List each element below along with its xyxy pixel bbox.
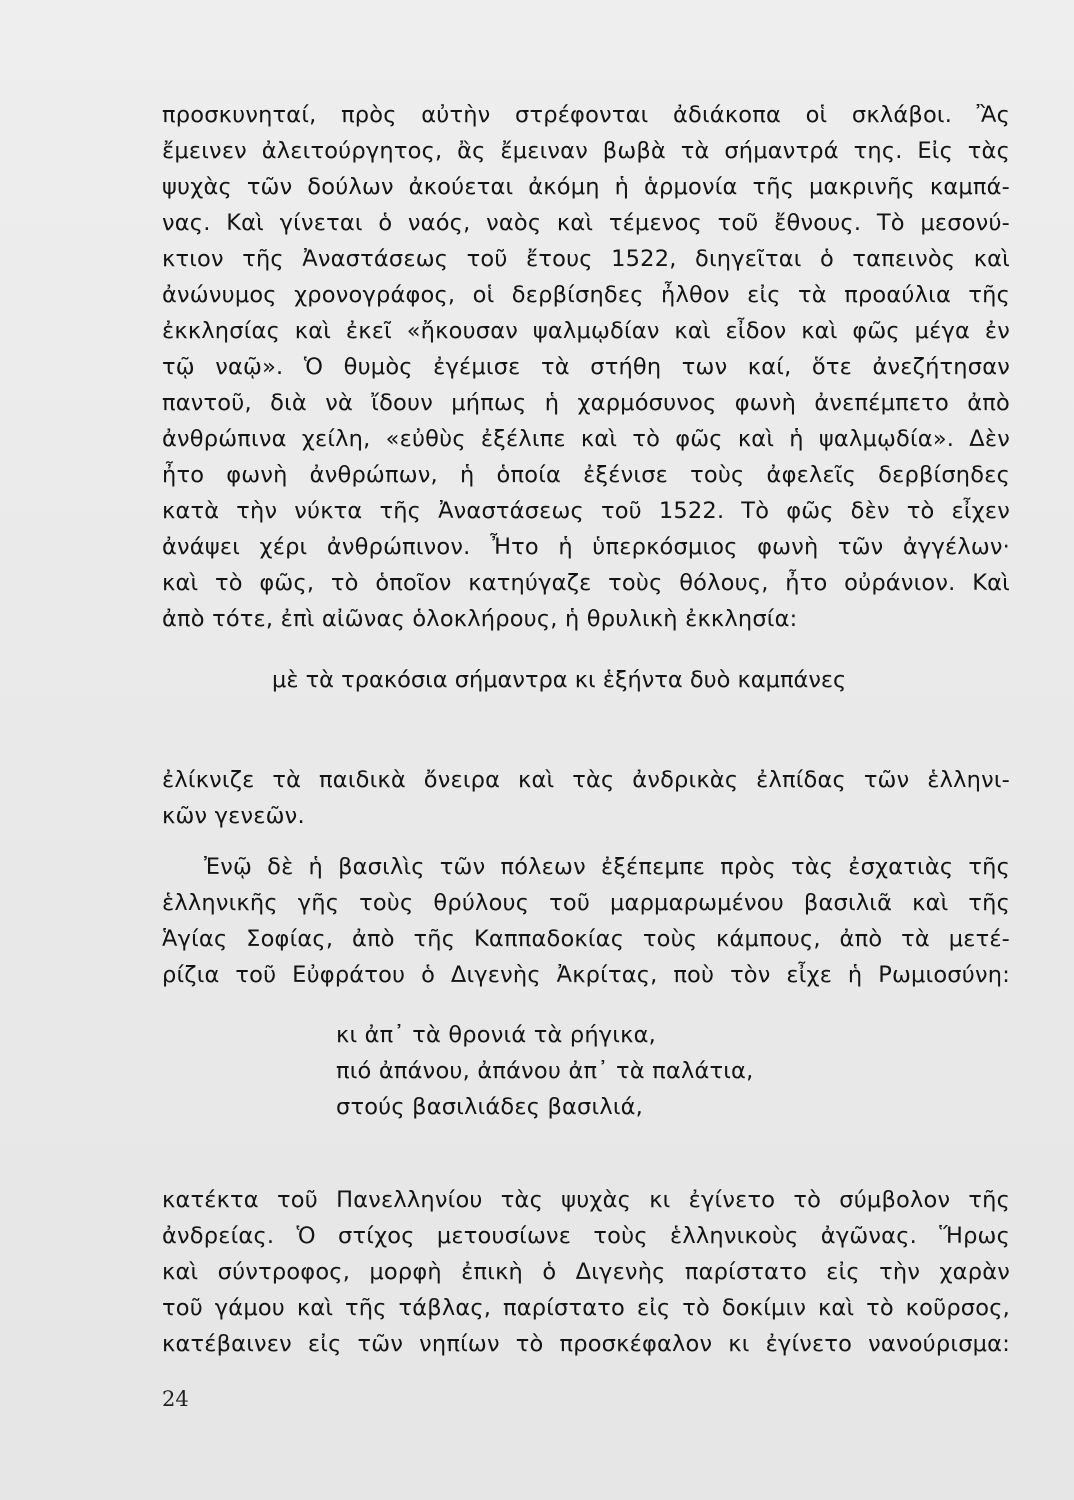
text-line: ἀνάψει χέρι ἀνθρώπινον. Ἦτο ἡ ὑπερκόσμιος φωνὴ τῶν ἀγγέλων·: [162, 534, 1010, 560]
paragraph-4: [162, 1182, 1010, 1362]
verse-quote: μὲ τὰ τρακόσια σήμαντρα κι ἑξήντα δυὸ καμπάνες: [272, 667, 847, 693]
poem-stanza: [336, 1017, 753, 1125]
poem-line: πιό ἀπάνου, ἀπάνου ἀπ᾽ τὰ παλάτια,: [336, 1058, 754, 1084]
text-line: προσκυνηταί, πρὸς αὐτὴν στρέφονται ἀδιάκοπα οἱ σκλάβοι. Ἂς: [162, 102, 1010, 128]
text-line: κῶν γενεῶν.: [162, 803, 305, 829]
text-line: καὶ τὸ φῶς, τὸ ὁποῖον κατηύγαζε τοὺς θόλους, ἦτο οὐράνιον. Καὶ: [162, 570, 1010, 596]
text-line: κατὰ τὴν νύκτα τῆς Ἀναστάσεως τοῦ 1522. Τὸ φῶς δὲν τὸ εἶχεν: [162, 498, 1010, 524]
page-number: 24: [162, 1387, 189, 1411]
text-line: τῷ ναῷ». Ὁ θυμὸς ἐγέμισε τὰ στήθη των καί, ὅτε ἀνεζήτησαν: [162, 354, 1010, 380]
text-line: ἀπὸ τότε, ἐπὶ αἰῶνας ὁλοκλήρους, ἡ θρυλικὴ ἐκκλησία:: [162, 606, 798, 632]
text-line: ἔμεινεν ἀλειτούργητος, ἂς ἔμειναν βωβὰ τὰ σήμαντρά της. Εἰς τὰς: [162, 138, 1010, 164]
text-line: Ἐνῷ δὲ ἡ βασιλὶς τῶν πόλεων ἐξέπεμπε πρὸς τὰς ἐσχατιὰς τῆς: [204, 854, 1010, 880]
text-line: καὶ σύντροφος, μορφὴ ἐπικὴ ὁ Διγενὴς παρίστατο εἰς τὴν χαρὰν: [162, 1259, 1010, 1285]
text-line: παντοῦ, διὰ νὰ ἴδουν μήπως ἡ χαρμόσυνος φωνὴ ἀνεπέμπετο ἀπὸ: [162, 390, 1010, 416]
text-line: ἀνθρώπινα χείλη, «εὐθὺς ἐξέλιπε καὶ τὸ φῶς καὶ ἡ ψαλμῳδία». Δὲν: [162, 426, 1010, 452]
text-line: ἦτο φωνὴ ἀνθρώπων, ἡ ὁποία ἐξένισε τοὺς ἀφελεῖς δερβίσηδες: [162, 462, 1010, 488]
paragraph-2: [162, 762, 1010, 834]
text-line: ἑλληνικῆς γῆς τοὺς θρύλους τοῦ μαρμαρωμένου βασιλιᾶ καὶ τῆς: [162, 890, 1010, 916]
text-line: ἀνώνυμος χρονογράφος, οἱ δερβίσηδες ἦλθον εἰς τὰ προαύλια τῆς: [162, 282, 1010, 308]
poem-line: κι ἀπ᾽ τὰ θρονιά τὰ ρήγικα,: [336, 1022, 656, 1048]
text-line: κατέκτα τοῦ Πανελληνίου τὰς ψυχὰς κι ἐγίνετο τὸ σύμβολον τῆς: [162, 1187, 1010, 1213]
text-line: ψυχὰς τῶν δούλων ἀκούεται ἀκόμη ἡ ἁρμονία τῆς μακρινῆς καμπά-: [162, 174, 1010, 200]
text-line: τοῦ γάμου καὶ τῆς τάβλας, παρίστατο εἰς τὸ δοκίμιν καὶ τὸ κοῦρσος,: [162, 1295, 1010, 1321]
text-line: κατέβαινεν εἰς τῶν νηπίων τὸ προσκέφαλον κι ἐγίνετο νανούρισμα:: [162, 1331, 1010, 1357]
text-line: ἐλίκνιζε τὰ παιδικὰ ὄνειρα καὶ τὰς ἀνδρικὰς ἐλπίδας τῶν ἑλληνι-: [162, 767, 1010, 793]
text-line: νας. Καὶ γίνεται ὁ ναός, ναὸς καὶ τέμενος τοῦ ἔθνους. Τὸ μεσονύ-: [162, 210, 1010, 236]
poem-line: στούς βασιλιάδες βασιλιά,: [336, 1094, 644, 1120]
text-line: ἐκκλησίας καὶ ἐκεῖ «ἤκουσαν ψαλμῳδίαν καὶ εἶδον καὶ φῶς μέγα ἐν: [162, 318, 1010, 344]
paragraph-1: [162, 97, 1010, 637]
text-line: Ἁγίας Σοφίας, ἀπὸ τῆς Καππαδοκίας τοὺς κάμπους, ἀπὸ τὰ μετέ-: [162, 926, 1010, 952]
paragraph-3: [162, 849, 1010, 993]
text-line: ρίζια τοῦ Εὐφράτου ὁ Διγενὴς Ἀκρίτας, ποὺ τὸν εἶχε ἡ Ρωμιοσύνη:: [162, 962, 1010, 988]
text-line: κτιον τῆς Ἀναστάσεως τοῦ ἔτους 1522, διηγεῖται ὁ ταπεινὸς καὶ: [162, 246, 1010, 272]
text-line: ἀνδρείας. Ὁ στίχος μετουσίωνε τοὺς ἑλληνικοὺς ἀγῶνας. Ἥρως: [162, 1223, 1010, 1249]
